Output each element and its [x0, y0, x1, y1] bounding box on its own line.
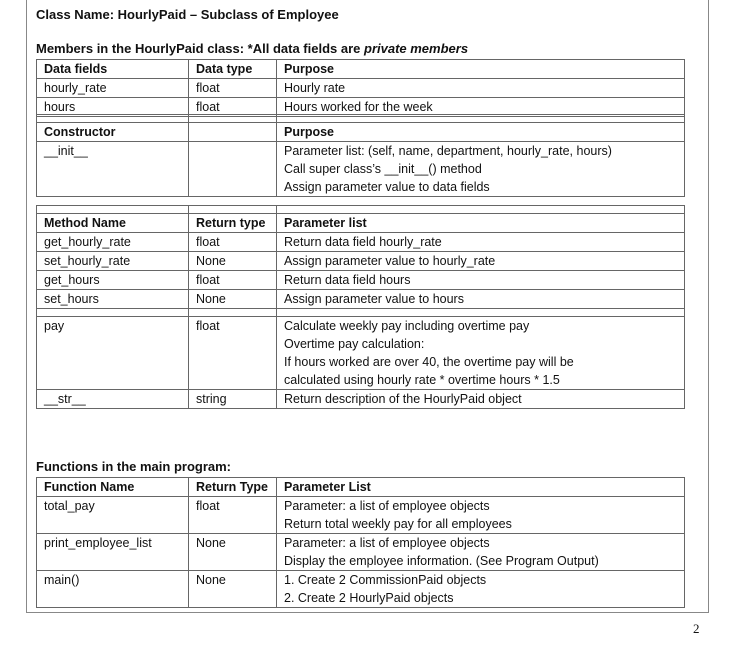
- header-data-fields: Data fields: [37, 60, 189, 79]
- header-function-name: Function Name: [37, 478, 189, 497]
- table-row: hours float Hours worked for the week: [37, 98, 685, 117]
- header-return-type: Return type: [189, 214, 277, 233]
- table-row: pay float Calculate weekly pay including overtime pay Overtime pay calculation: If hours worked are over 40, the overtime pay will be calculated using hourly rate * overtime hours * 1.5: [37, 317, 685, 390]
- header-parameter-list: Parameter list: [277, 214, 685, 233]
- methods-table: [36, 205, 685, 409]
- constructor-name: __init__: [37, 142, 189, 197]
- header-parameter-list: Parameter List: [277, 478, 685, 497]
- table-row: hourly_rate float Hourly rate: [37, 79, 685, 98]
- header-purpose: Purpose: [277, 123, 685, 142]
- page-title: Class Name: HourlyPaid – Subclass of Employee: [36, 7, 339, 22]
- header-purpose: Purpose: [277, 60, 685, 79]
- constructor-description: Parameter list: (self, name, department, hourly_rate, hours) Call super class’s __init__() method Assign parameter value to data fields: [277, 142, 685, 197]
- table-row: get_hourly_rate float Return data field hourly_rate: [37, 233, 685, 252]
- functions-table: [36, 477, 685, 608]
- table-row: total_pay float Parameter: a list of employee objects Return total weekly pay for all employees: [37, 497, 685, 534]
- table-row: set_hours None Assign parameter value to hours: [37, 290, 685, 309]
- header-constructor: Constructor: [37, 123, 189, 142]
- pay-description: Calculate weekly pay including overtime pay Overtime pay calculation: If hours worked are over 40, the overtime pay will be calculated using hourly rate * overtime hours * 1.5: [277, 317, 685, 390]
- table-row: [37, 142, 685, 197]
- page-number: 2: [693, 621, 700, 636]
- data-fields-table: [36, 59, 685, 117]
- method-str: __str__: [37, 390, 189, 409]
- header-data-type: Data type: [189, 60, 277, 79]
- header-return-type: Return Type: [189, 478, 277, 497]
- constructor-table: [36, 114, 685, 197]
- table-row: main() None 1. Create 2 CommissionPaid objects 2. Create 2 HourlyPaid objects: [37, 571, 685, 608]
- header-method-name: Method Name: [37, 214, 189, 233]
- method-pay: pay: [37, 317, 189, 390]
- members-heading: Members in the HourlyPaid class: *All data fields are private members: [36, 41, 469, 56]
- table-row: __str__ string Return description of the HourlyPaid object: [37, 390, 685, 409]
- table-row: print_employee_list None Parameter: a list of employee objects Display the employee information. (See Program Output): [37, 534, 685, 571]
- functions-heading: Functions in the main program:: [36, 459, 232, 474]
- table-row: get_hours float Return data field hours: [37, 271, 685, 290]
- table-row: set_hourly_rate None Assign parameter value to hourly_rate: [37, 252, 685, 271]
